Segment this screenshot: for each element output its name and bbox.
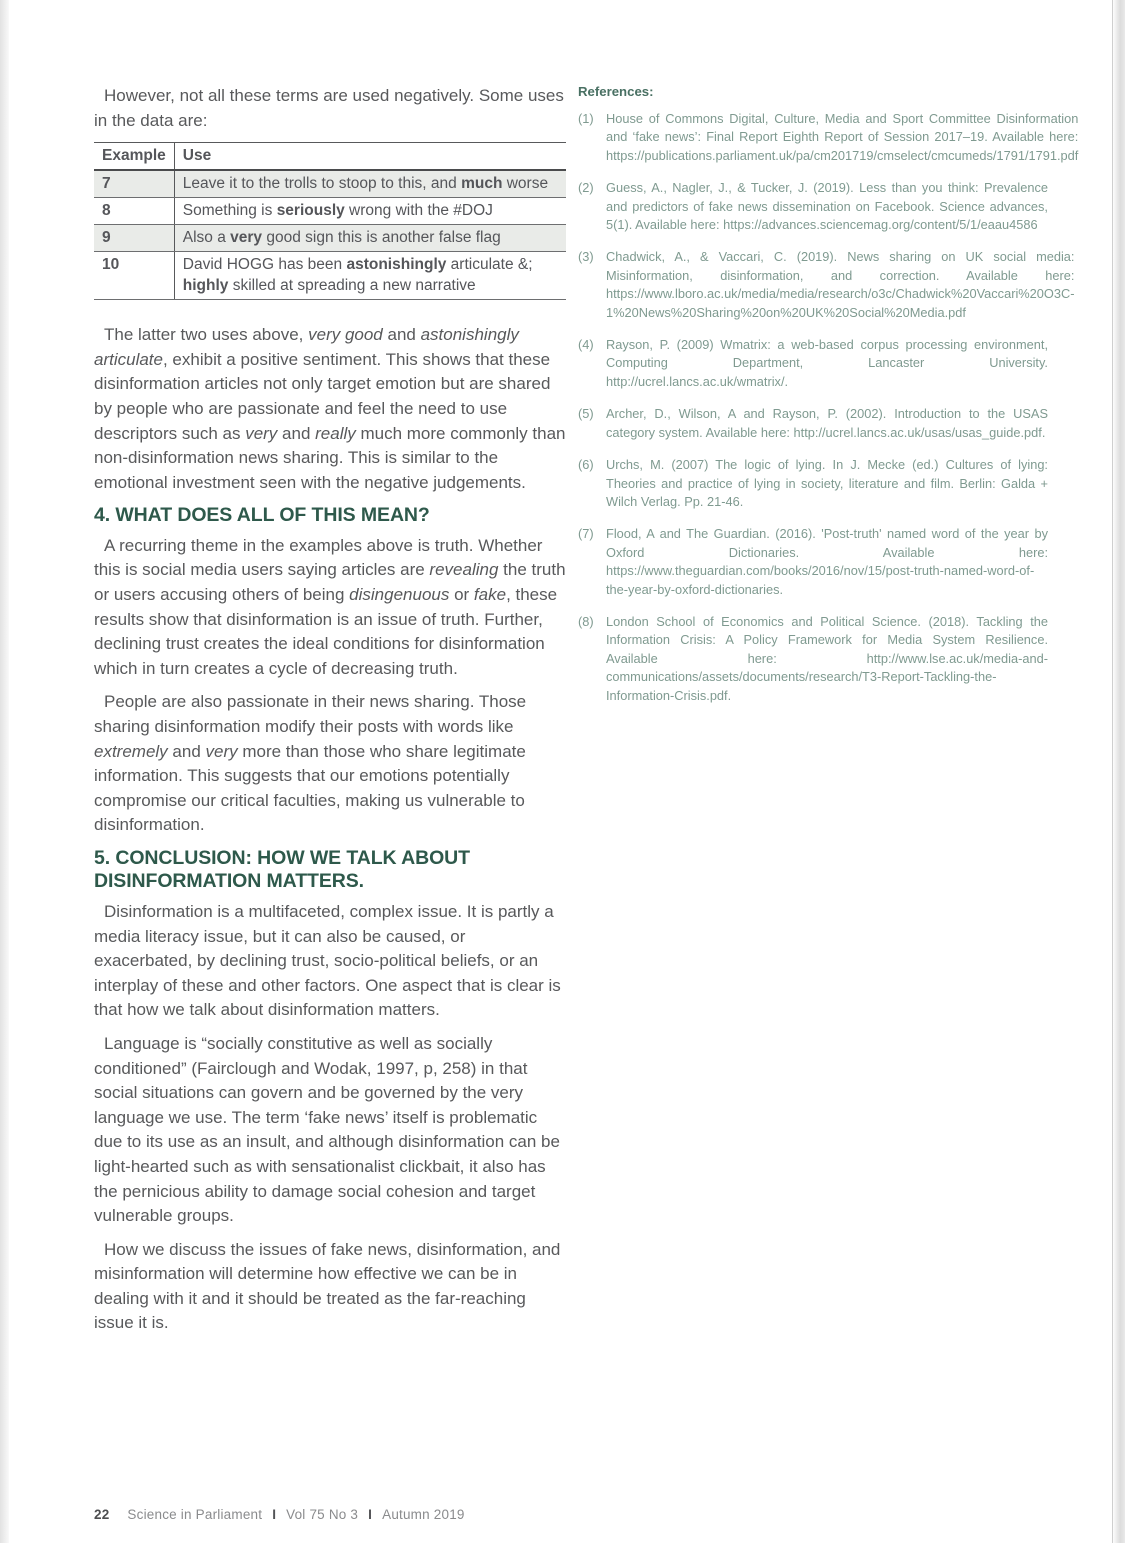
body-paragraph-how-we-discuss: How we discuss the issues of fake news, disinformation, and misinformation will determine how effective we can be in dealing with it and it should be treated as the far-reaching issue it is. (94, 1239, 561, 1333)
table-row (94, 170, 566, 198)
journal-name: Science in Parliament (127, 1507, 263, 1522)
reference-text: Guess, A., Nagler, J., & Tucker, J. (2019). Less than you think: Prevalence and predictors of fake news dissemination on Facebook. Science advances, 5(1). Available here: https://advances.sciencemag.org/content/5/1/eaau4586 (606, 180, 1048, 233)
table-row (94, 198, 566, 225)
section-heading-5: 5. CONCLUSION: HOW WE TALK ABOUT DISINFORMATION MATTERS. (94, 846, 470, 893)
table-row (94, 252, 566, 300)
reference-item (578, 456, 1048, 511)
reference-text: Flood, A and The Guardian. (2016). 'Post-truth' named word of the year by Oxford Dictionaries. Available here: https://www.theguardian.com/books/2016/nov/15/post-truth-named-word-of-the-year-by-oxford-dictionaries. (606, 526, 1048, 597)
body-paragraph-recurring-theme: A recurring theme in the examples above is truth. Whether this is social media users saying articles are revealing the truth or users accusing others of being disingenuous or fake, these results show that disinformation is an issue of truth. Further, declining trust creates the ideal conditions for disinformation which in turn creates a cycle of decreasing truth. (94, 535, 566, 678)
reference-number: (5) (578, 406, 594, 422)
reference-number: (8) (578, 613, 594, 629)
body-paragraph-latter-uses: The latter two uses above, very good and astonishingly articulate, exhibit a positive sentiment. This shows that these disinformation articles not only target emotion but are shared by people who are passionate and feel the need to use descriptors such as very and really much more commonly than non-disinformation news sharing. This is similar to the emotional investment seen with the negative judgements. (94, 325, 566, 492)
reference-number: (6) (578, 457, 594, 473)
page-number: 22 (94, 1507, 110, 1522)
use-cell: Something is seriously wrong with the #DOJ (174, 198, 566, 225)
volume-info: Vol 75 No 3 (286, 1507, 359, 1522)
footer-separator: I (368, 1507, 373, 1522)
reference-text: Chadwick, A., & Vaccari, C. (2019). News sharing on UK social media: Misinformation, disinformation, and correction. Available here: https://www.lboro.ac.uk/media/media/research/o3c/Chadwick%20Vaccari%20O3C-1%20News%20Sharing%20on%20UK%20Social%20Media.pdf (606, 249, 1075, 320)
reference-item (578, 525, 1048, 599)
column-header-use: Use (174, 143, 566, 171)
example-number-cell: 9 (94, 225, 174, 252)
references-column (578, 84, 1079, 719)
example-number-cell: 10 (94, 252, 174, 300)
use-cell: David HOGG has been astonishingly articulate &; highly skilled at spreading a new narrative (174, 252, 566, 300)
example-number-cell: 7 (94, 170, 174, 198)
section-heading-4: 4. WHAT DOES ALL OF THIS MEAN? (94, 504, 430, 527)
body-paragraph-language: Language is “socially constitutive as well as socially conditioned” (Fairclough and Wodak, 1997, p, 258) in that social situations can govern and be governed by the very language we use. The term ‘fake news’ itself is problematic due to its use as an insult, and although disinformation can be light-hearted such as with sensationalist clickbait, it also has the pernicious ability to damage social cohesion and target vulnerable groups. (94, 1033, 560, 1226)
reference-text: London School of Economics and Political Science. (2018). Tackling the Information Crisis: A Policy Framework for Media System Resilience. Available here: http://www.lse.ac.uk/media-and-communications/assets/documents/research/T3-Report-Tackling-the-Information-Crisis.pdf. (606, 613, 1048, 703)
reference-item (578, 110, 1079, 165)
reference-text: Archer, D., Wilson, A and Rayson, P. (2002). Introduction to the USAS category system. Available here: http://ucrel.lancs.ac.uk/usas/usas_guide.pdf. (606, 406, 1048, 440)
reference-number: (3) (578, 249, 594, 265)
reference-text: House of Commons Digital, Culture, Media and Sport Committee Disinformation and ‘fake news’: Final Report Eighth Report of Session 2017–19. Available here: https://publications.parliament.uk/pa/cm201719/cmselect/cmcumeds/1791/1791.pdf (606, 111, 1079, 163)
reference-number: (1) (578, 111, 594, 126)
reference-text: Rayson, P. (2009) Wmatrix: a web-based corpus processing environment, Computing Department, Lancaster University. http://ucrel.lancs.ac.uk/wmatrix/. (606, 337, 1048, 389)
table-header-row (94, 143, 566, 171)
page-edge-left (0, 0, 9, 1543)
example-number-cell: 8 (94, 198, 174, 225)
body-paragraph-people-passionate: People are also passionate in their news sharing. Those sharing disinformation modify their posts with words like extremely and very more than those who share legitimate information. This suggests that our emotions potentially compromise our critical faculties, making us vulnerable to disinformation. (94, 692, 527, 835)
footer-separator: I (272, 1507, 277, 1522)
references-title: References: (578, 84, 654, 99)
use-cell: Leave it to the trolls to stoop to this, and much worse (174, 170, 566, 198)
reference-item (578, 613, 1048, 705)
body-paragraph-disinformation-multifaceted: Disinformation is a multifaceted, complex issue. It is partly a media literacy issue, but it can also be caused, or exacerbated, by declining trust, socio-political beliefs, or an interplay of these and other factors. One aspect that is clear is that how we talk about disinformation matters. (94, 901, 561, 1020)
intro-paragraph: However, not all these terms are used negatively. Some uses in the data are: (94, 86, 564, 130)
article-column (94, 84, 566, 1345)
reference-number: (4) (578, 337, 594, 353)
journal-page (8, 0, 1113, 1543)
reference-item (578, 179, 1048, 234)
issue-info: Autumn 2019 (382, 1507, 465, 1522)
table-row (94, 225, 566, 252)
reference-number: (2) (578, 180, 594, 196)
reference-item (578, 405, 1048, 442)
use-cell: Also a very good sign this is another false flag (174, 225, 566, 252)
examples-table (94, 142, 566, 300)
column-header-example: Example (94, 143, 174, 171)
reference-item (578, 248, 1075, 322)
page-edge-right (1112, 0, 1125, 1543)
reference-text: Urchs, M. (2007) The logic of lying. In J. Mecke (ed.) Cultures of lying: Theories and practice of lying in society, literature and film. Berlin: Galda + Wilch Verlag. Pp. 21-46. (606, 457, 1048, 509)
page-footer (94, 1507, 465, 1522)
reference-item (578, 336, 1048, 391)
reference-number: (7) (578, 526, 594, 542)
